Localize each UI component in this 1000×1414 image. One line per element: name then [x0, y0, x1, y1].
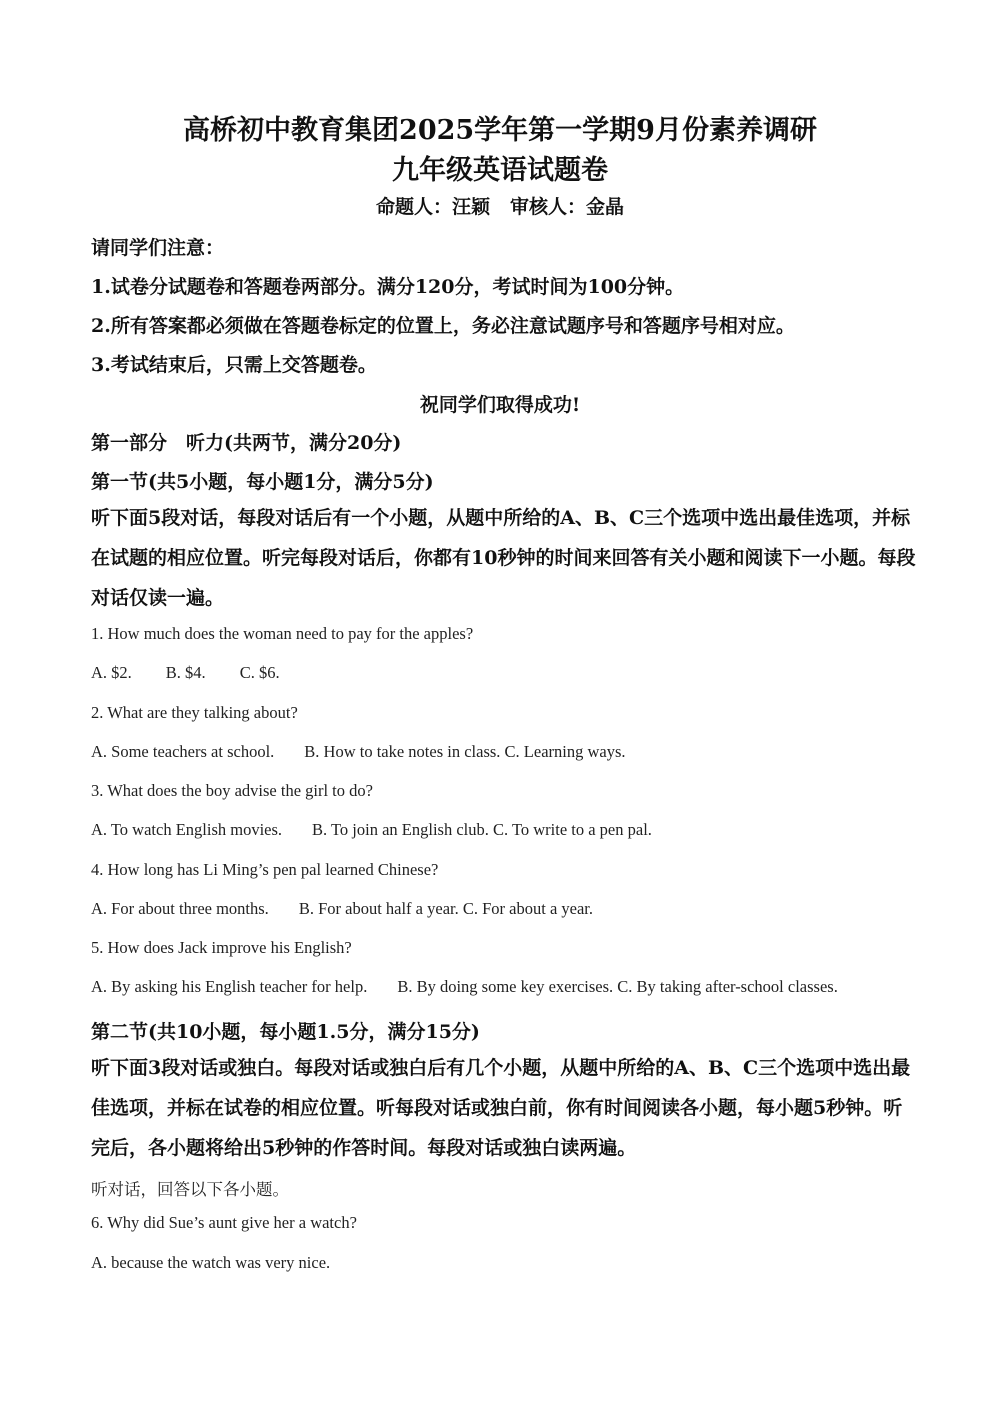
- section2-heading: 第二节(共10小题，每小题1.5分，满分15分): [91, 1021, 480, 1043]
- option-c: C. $6.: [239, 663, 280, 682]
- option-a: A. Some teachers at school.: [91, 742, 275, 761]
- question-5-options: [91, 977, 838, 997]
- option-c: C. To write to a pen pal.: [492, 820, 652, 839]
- option-c: C. For about a year.: [462, 899, 593, 918]
- question-4: 4. How long has Li Ming’s pen pal learned Chinese?: [91, 860, 439, 879]
- option-a: A. To watch English movies.: [91, 820, 283, 839]
- question-6: 6. Why did Sue’s aunt give her a watch?: [91, 1213, 357, 1232]
- option-b: B. To join an English club.: [312, 820, 489, 839]
- listen-prompt: 听对话，回答以下各小题。: [91, 1180, 289, 1199]
- section2-instructions: 听下面3段对话或独白。每段对话或独白后有几个小题，从题中所给的A、B、C三个选项中选出最佳选项，并标在试卷的相应位置。听每段对话或独白前，你有时间阅读各小题，每小题5秒钟。听完后，各小题将给出5秒钟的作答时间。每段对话或独白读两遍。: [91, 1057, 911, 1159]
- setter-name: 命题人：汪颖: [375, 196, 490, 218]
- question-2: 2. What are they talking about?: [91, 703, 298, 722]
- option-c: C. By taking after-school classes.: [617, 977, 838, 996]
- question-3-options: [91, 820, 652, 840]
- option-b: B. For about half a year.: [298, 899, 459, 918]
- question-1: 1. How much does the woman need to pay for the apples?: [91, 624, 474, 643]
- exam-title-line2: 九年级英语试题卷: [392, 155, 608, 186]
- question-2-options: [91, 742, 626, 762]
- blessing: 祝同学们取得成功!: [419, 394, 581, 416]
- reviewer-name: 审核人：金晶: [510, 196, 625, 218]
- option-a: A. By asking his English teacher for help.: [91, 977, 368, 996]
- question-5: 5. How does Jack improve his English?: [91, 938, 352, 957]
- notice-item-2: 2.所有答案都必须做在答题卷标定的位置上，务必注意试题序号和答题序号相对应。: [91, 315, 795, 337]
- part1-heading: 第一部分 听力(共两节，满分20分): [91, 432, 402, 454]
- section1-heading: 第一节(共5小题，每小题1分，满分5分): [91, 471, 434, 493]
- option-b: B. How to take notes in class.: [304, 742, 501, 761]
- exam-title-line1: 高桥初中教育集团2025学年第一学期9月份素养调研: [183, 115, 817, 146]
- notice-item-3: 3.考试结束后，只需上交答题卷。: [91, 354, 377, 376]
- option-a: A. For about three months.: [91, 899, 269, 918]
- section1-instructions: 听下面5段对话，每段对话后有一个小题，从题中所给的A、B、C三个选项中选出最佳选项，并标在试题的相应位置。听完每段对话后，你都有10秒钟的时间来回答有关小题和阅读下一小题。每段对话仅读一遍。: [91, 507, 916, 609]
- option-c: C. Learning ways.: [504, 742, 626, 761]
- option-b: B. By doing some key exercises.: [397, 977, 614, 996]
- question-4-options: [91, 899, 593, 919]
- option-a: A. $2.: [91, 663, 132, 682]
- notice-item-1: 1.试卷分试题卷和答题卷两部分。满分120分，考试时间为100分钟。: [91, 276, 685, 298]
- question-6-option-a: A. because the watch was very nice.: [91, 1253, 331, 1272]
- question-3: 3. What does the boy advise the girl to do?: [91, 781, 373, 800]
- exam-authors: [0, 192, 1000, 219]
- notice-heading: 请同学们注意：: [91, 237, 225, 259]
- option-b: B. $4.: [165, 663, 206, 682]
- question-1-options: [91, 663, 280, 683]
